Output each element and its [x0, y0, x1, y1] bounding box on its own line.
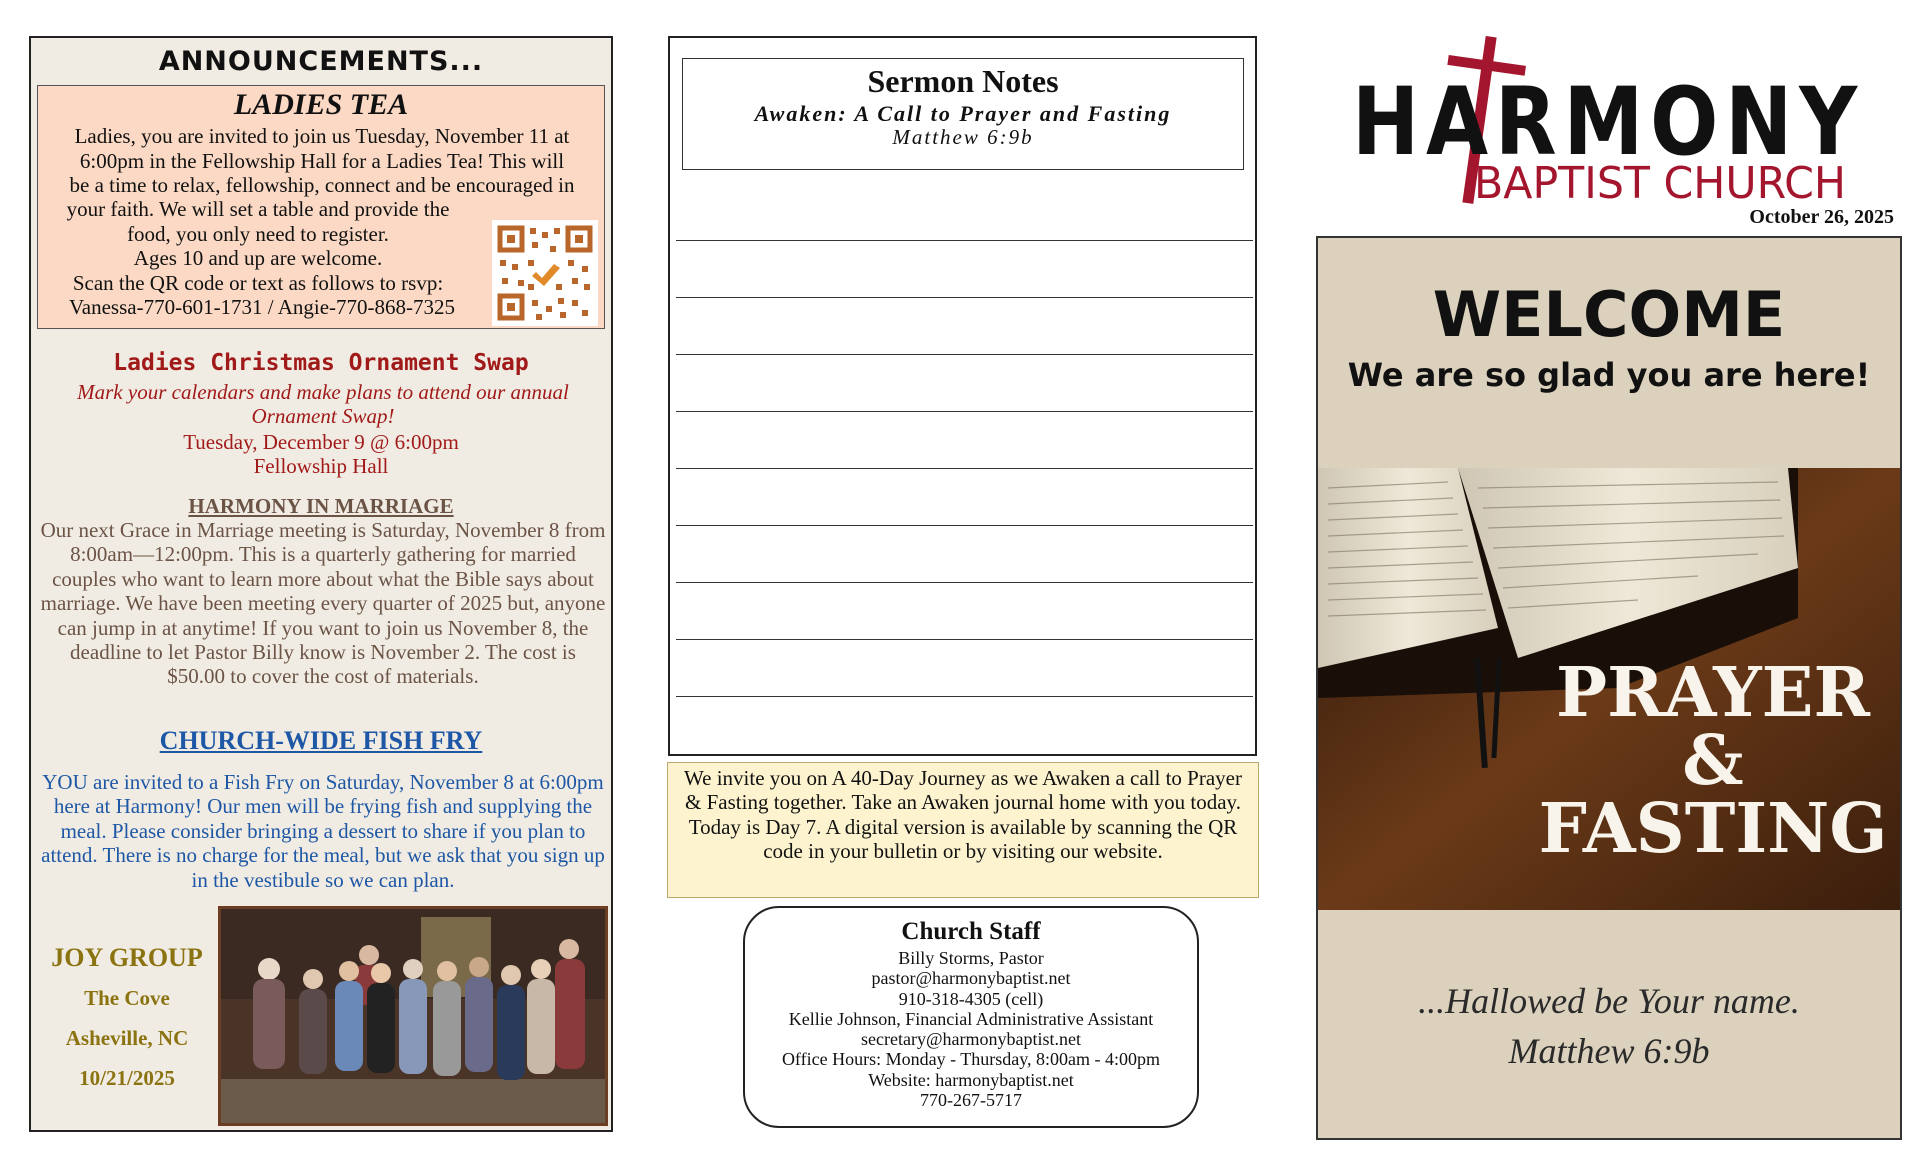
ladies-tea-line: food, you only need to register.	[127, 221, 389, 246]
ladies-tea-title: LADIES TEA	[233, 88, 409, 121]
church-staff-box	[743, 906, 1199, 1128]
note-line[interactable]	[676, 411, 1253, 412]
ladies-tea-line: your faith. We will set a table and provide the	[66, 197, 450, 221]
staff-website-link[interactable]: Website: harmonybaptist.net	[868, 1069, 1074, 1090]
staff-line: Kellie Johnson, Financial Administrative Assistant	[788, 1008, 1154, 1029]
joy-group-city: Asheville, NC	[65, 1026, 189, 1050]
logo-baptist-text: BAPTIST CHURCH	[1474, 158, 1846, 206]
church-staff-list	[745, 948, 1197, 1110]
note-line[interactable]	[676, 240, 1253, 241]
ladies-tea-line: Ladies, you are invited to join us Tuesday, November 11 at	[74, 124, 570, 148]
ornament-swap-when	[31, 430, 611, 478]
note-line[interactable]	[676, 639, 1253, 640]
ornament-swap-date: Tuesday, December 9 @ 6:00pm	[183, 430, 459, 454]
note-line[interactable]	[676, 468, 1253, 469]
welcome-heading: WELCOME	[1432, 278, 1786, 351]
note-line[interactable]	[676, 582, 1253, 583]
note-line[interactable]	[676, 525, 1253, 526]
joy-group-date: 10/21/2025	[79, 1066, 175, 1090]
welcome-subheading: We are so glad you are here!	[1347, 356, 1871, 394]
qr-code-icon[interactable]	[492, 220, 598, 326]
fish-fry-title: CHURCH-WIDE FISH FRY	[159, 726, 483, 755]
journey-notice: We invite you on A 40-Day Journey as we Awaken a call to Prayer & Fasting together. Take an Awaken journal home with you today. Today is Day 7. A digital version is available by scanning the QR code in your bulletin or by visiting our website.	[667, 762, 1259, 898]
bulletin-date: October 26, 2025	[1749, 206, 1894, 228]
ladies-tea-intro	[44, 124, 600, 198]
announcements-title: ANNOUNCEMENTS...	[158, 46, 484, 77]
cover-verse-ref: Matthew 6:9b	[1508, 1031, 1710, 1071]
ornament-swap-body: Mark your calendars and make plans to attend our annual Ornament Swap!	[77, 380, 569, 428]
sermon-notes-header	[682, 58, 1244, 170]
ladies-tea-contact: Vanessa-770-601-1731 / Angie-770-868-7325	[68, 295, 456, 319]
sermon-notes-panel	[668, 36, 1257, 756]
theme-ampersand: &	[1682, 721, 1744, 801]
joy-group-photo	[218, 906, 608, 1126]
staff-line: 910-318-4305 (cell)	[898, 988, 1044, 1009]
church-logo	[1350, 36, 1870, 206]
staff-line: Office Hours: Monday - Thursday, 8:00am - 4:00pm	[781, 1049, 1161, 1070]
ornament-swap-title: Ladies Christmas Ornament Swap	[113, 350, 529, 376]
logo-harmony-text: HARMONY	[1352, 68, 1864, 177]
marriage-title: HARMONY IN MARRIAGE	[188, 494, 454, 518]
cover-verse	[1318, 976, 1900, 1076]
theme-prayer: PRAYER	[1556, 653, 1870, 733]
ladies-tea-line: Scan the QR code or text as follows to rsvp:	[72, 270, 444, 295]
note-line[interactable]	[676, 696, 1253, 697]
theme-fasting: FASTING	[1538, 789, 1888, 869]
staff-line: Billy Storms, Pastor	[898, 948, 1044, 968]
church-staff-title: Church Staff	[901, 918, 1041, 945]
ladies-tea-details	[38, 197, 478, 295]
sermon-reference: Matthew 6:9b	[892, 125, 1034, 149]
sermon-notes-title: Sermon Notes	[867, 63, 1059, 99]
note-line[interactable]	[676, 297, 1253, 298]
cover-panel	[1316, 236, 1902, 1140]
staff-email-link[interactable]: pastor@harmonybaptist.net	[871, 968, 1071, 989]
announcements-panel	[29, 36, 613, 1132]
sermon-subtitle: Awaken: A Call to Prayer and Fasting	[754, 101, 1172, 126]
fish-fry-body: YOU are invited to a Fish Fry on Saturday, November 8 at 6:00pm here at Harmony! Our men will be frying fish and supplying the meal. Please consider bringing a dessert to share if you plan to attend. There is no charge for the meal, but we ask that you sign up in the vestibule so we can plan.	[41, 770, 605, 892]
ladies-tea-line: 6:00pm in the Fellowship Hall for a Ladies Tea! This will	[79, 148, 565, 173]
ladies-tea-line: be a time to relax, fellowship, connect and be encouraged in	[69, 173, 575, 197]
joy-group-place: The Cove	[84, 986, 170, 1010]
joy-group	[37, 938, 217, 1098]
staff-email-link[interactable]: secretary@harmonybaptist.net	[861, 1029, 1081, 1050]
ladies-tea-box	[37, 85, 605, 329]
ladies-tea-line: Ages 10 and up are welcome.	[133, 246, 383, 270]
note-line[interactable]	[676, 354, 1253, 355]
ornament-swap-place: Fellowship Hall	[253, 454, 389, 478]
joy-group-title: JOY GROUP	[51, 943, 203, 972]
cover-verse-text: ...Hallowed be Your name.	[1418, 981, 1800, 1021]
staff-line: 770-267-5717	[920, 1090, 1022, 1111]
prayer-fasting-image	[1318, 468, 1900, 910]
marriage-body: Our next Grace in Marriage meeting is Saturday, November 8 from 8:00am—12:00pm. This is a quarterly gathering for married couples who want to learn more about what the Bible says about marriage. We have been meeting every quarter of 2025 but, anyone can jump in at anytime! If you want to join us November 8, the deadline to let Pastor Billy know is November 2. The cost is $50.00 to cover the cost of materials.	[40, 518, 606, 689]
